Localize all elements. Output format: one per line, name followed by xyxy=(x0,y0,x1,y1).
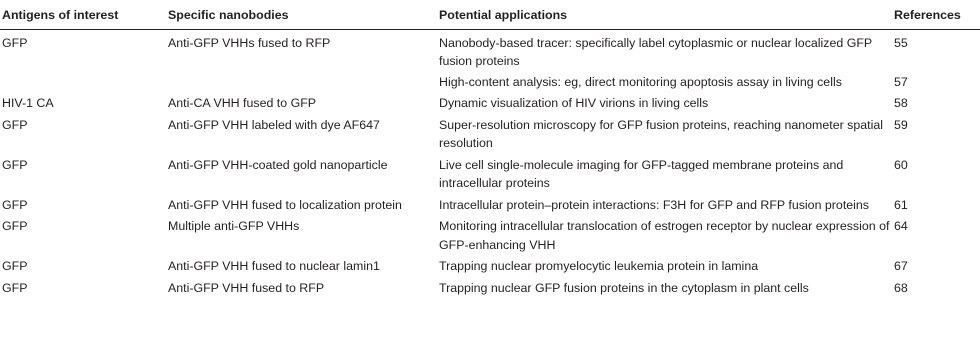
header-nanobodies: Specific nanobodies xyxy=(168,8,289,22)
cell-application: Monitoring intracellular translocation of estrogen receptor by nuclear expression of GFP-enhancing VHH xyxy=(439,219,890,252)
cell-reference: 64 xyxy=(894,219,908,233)
table-row xyxy=(0,155,980,195)
cell-nanobody xyxy=(168,73,439,94)
cell-nanobody: Anti-GFP VHH fused to RFP xyxy=(168,280,325,295)
cell-antigen: GFP xyxy=(2,117,28,132)
table-row xyxy=(0,29,980,73)
cell-reference: 60 xyxy=(894,157,908,172)
table-header xyxy=(0,0,980,29)
cell-application: Super-resolution microscopy for GFP fusion proteins, reaching nanometer spatial resolution xyxy=(439,117,883,150)
cell-nanobody: Anti-GFP VHHs fused to RFP xyxy=(168,35,331,50)
cell-reference: 61 xyxy=(894,197,908,212)
cell-antigen: GFP xyxy=(2,280,28,295)
cell-reference: 59 xyxy=(894,117,908,132)
cell-antigen: GFP xyxy=(2,35,28,50)
cell-antigen: GFP xyxy=(2,197,28,212)
cell-antigen xyxy=(0,73,168,94)
cell-antigen: GFP xyxy=(2,157,28,172)
table-body xyxy=(0,29,980,299)
cell-application: Dynamic visualization of HIV virions in living cells xyxy=(439,96,709,110)
table-row xyxy=(0,195,980,217)
table-row xyxy=(0,278,980,300)
cell-nanobody: Anti-CA VHH fused to GFP xyxy=(168,96,317,110)
cell-application: Intracellular protein–protein interactions: F3H for GFP and RFP fusion proteins xyxy=(439,197,869,212)
cell-application: Trapping nuclear promyelocytic leukemia protein in lamina xyxy=(439,259,759,273)
cell-nanobody: Multiple anti-GFP VHHs xyxy=(168,219,300,233)
cell-reference: 68 xyxy=(894,280,908,295)
header-antigens: Antigens of interest xyxy=(2,8,119,22)
table-row xyxy=(0,93,980,115)
cell-application: Nanobody-based tracer: specifically label cytoplasmic or nuclear localized GFP fusion proteins xyxy=(439,35,872,68)
cell-antigen: GFP xyxy=(2,259,28,273)
cell-reference: 55 xyxy=(894,35,908,50)
cell-reference: 67 xyxy=(894,259,908,273)
header-row xyxy=(0,0,980,29)
table-row xyxy=(0,73,980,94)
cell-antigen: HIV-1 CA xyxy=(2,96,54,110)
header-applications: Potential applications xyxy=(439,8,568,22)
cell-antigen: GFP xyxy=(2,219,28,233)
table-row xyxy=(0,256,980,278)
cell-reference: 57 xyxy=(894,74,908,89)
cell-reference: 58 xyxy=(894,96,908,110)
cell-application: Live cell single-molecule imaging for GFP-tagged membrane proteins and intracellular proteins xyxy=(439,157,844,190)
table-row xyxy=(0,216,980,256)
cell-nanobody: Anti-GFP VHH-coated gold nanoparticle xyxy=(168,157,388,172)
cell-nanobody: Anti-GFP VHH fused to nuclear lamin1 xyxy=(168,259,380,273)
cell-application: Trapping nuclear GFP fusion proteins in the cytoplasm in plant cells xyxy=(439,280,809,295)
header-references: References xyxy=(894,8,961,22)
cell-nanobody: Anti-GFP VHH labeled with dye AF647 xyxy=(168,117,380,132)
cell-nanobody: Anti-GFP VHH fused to localization protein xyxy=(168,197,402,212)
table-row xyxy=(0,115,980,155)
cell-application: High-content analysis: eg, direct monitoring apoptosis assay in living cells xyxy=(439,74,842,89)
